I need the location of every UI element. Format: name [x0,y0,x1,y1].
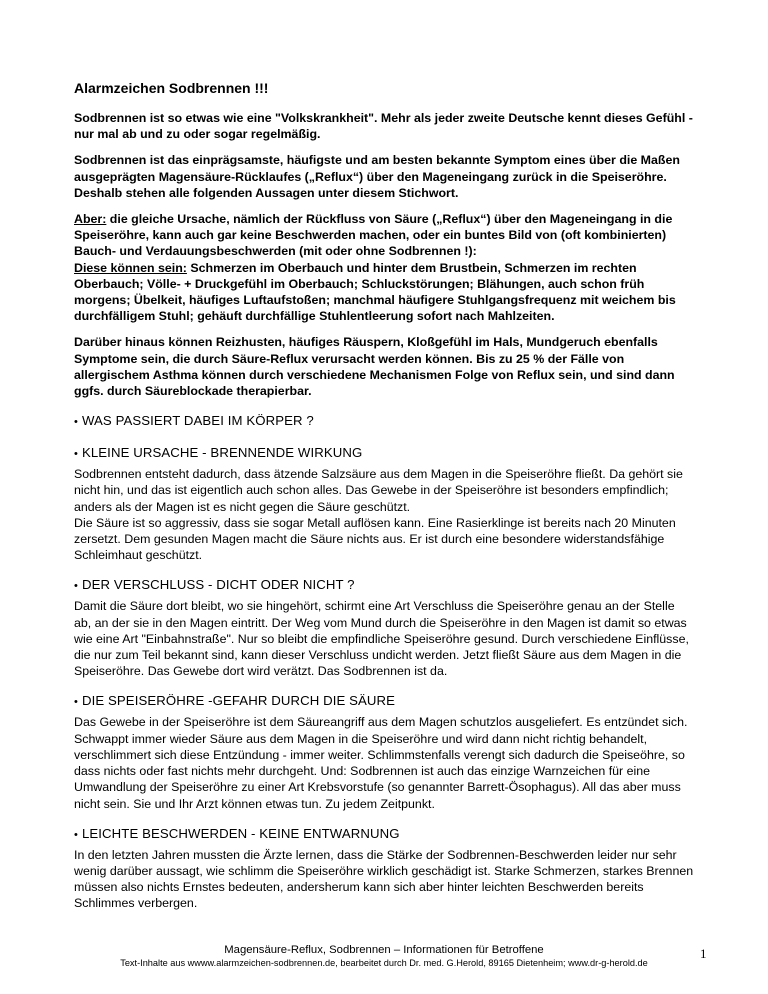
aber-label: Aber: [74,212,107,227]
intro-paragraph-3 [74,211,694,324]
bullet-icon: • [74,828,78,841]
intro-paragraph-2: Sodbrennen ist das einprägsamste, häufigste und am besten bekannte Symptom eines über die Maßen ausgeprägten Magensäure-Rücklaufes („Reflux“) über den Mageneingang zurück in die Speiseröhre. Deshalb stehen alle folgenden Aussagen unter diesem Stichwort. [74,153,680,200]
section-ursache [74,444,694,563]
bullet-icon: • [74,448,78,461]
section-heading: • DER VERSCHLUSS - DICHT ODER NICHT ? [74,577,355,593]
intro-paragraph-1: Sodbrennen ist so etwas wie eine "Volkskrankheit". Mehr als jeder zweite Deutsche kennt dieses Gefühl - nur mal ab und zu oder sogar regelmäßig. [74,111,693,142]
footer-title: Magensäure-Reflux, Sodbrennen – Informationen für Betroffene [224,944,544,956]
section-body: Sodbrennen entsteht dadurch, dass ätzende Salzsäure aus dem Magen in die Speiseröhre fließt. Da gehört sie nicht hin, und das ist eigentlich auch schon alles. Das Gewebe in der Speiseröhre ist besonders empfindlich; anders als der Magen ist es nicht gegen die Säure geschützt. [74,467,683,514]
section-body: Das Gewebe in der Speiseröhre ist dem Säureangriff aus dem Magen schutzlos ausgeliefert. Es entzündet sich. Schwappt immer wieder Säure aus dem Magen in die Speiseröhre und wird dann nicht richtig behandelt, verschlimmert sich diese Entzündung - immer weiter. Schlimmstenfalls verengt sich dadurch die Speiseöhre, so dass nichts oder fast nichts mehr durchgeht. Und: Sodbrennen ist auch das einzige Warnzeichen für eine Umwandlung der Speiseröhre zu einer Art Krebsvorstufe (so genannter Barrett-Ösophagus). All das aber muss nicht sein. Sie und Ihr Arzt können etwas tun. Zu jedem Zeitpunkt. [74,715,688,811]
section-body: Damit die Säure dort bleibt, wo sie hingehört, schirmt eine Art Verschluss die Speiseröhre genau an der Stelle ab, an der sie in den Magen eintritt. Der Weg vom Mund durch die Speiseröhre in den Magen ist damit so etwas wie eine Art "Einbahnstraße". Nur so bleibt die empfindliche Speiseröhre gesund. Durch verschiedene Einflüsse, die nur zum Teil bekannt sind, kann dieser Verschluss undicht werden. Jetzt fließt Säure aus dem Magen in die Speiseröhre. Das Gewebe dort wird verätzt. Das Sodbrennen ist da. [74,599,689,679]
footer-source: Text-Inhalte aus wwww.alarmzeichen-sodbrennen.de, bearbeitet durch Dr. med. G.Herold, 89165 Dietenheim; www.dr-g-herold.de [120,958,648,968]
document-title: Alarmzeichen Sodbrennen !!! [74,80,269,96]
section-speiseroehre [74,692,694,811]
bullet-icon: • [74,416,78,429]
page-footer [0,943,768,970]
intro-paragraph-4: Darüber hinaus können Reizhusten, häufiges Räuspern, Kloßgefühl im Hals, Mundgeruch ebenfalls Symptome sein, die durch Säure-Reflux verursacht werden können. Bis zu 25 % der Fälle von allergischem Asthma können durch verschiedene Mechanismen Folge von Reflux sein, und sind dann ggfs. durch Säureblockade therapierbar. [74,335,675,399]
page-number: 1 [700,946,707,961]
section-verschluss [74,576,694,679]
bullet-icon: • [74,580,78,593]
document-page [74,80,694,912]
section-heading: • DIE SPEISERÖHRE -GEFAHR DURCH DIE SÄURE [74,693,396,709]
section-heading: • WAS PASSIERT DABEI IM KÖRPER ? [74,413,314,429]
section-beschwerden [74,825,694,912]
section-koerper [74,412,694,431]
section-body: In den letzten Jahren mussten die Ärzte lernen, dass die Stärke der Sodbrennen-Beschwerden leider nur sehr wenig darüber aussagt, wie schlimm die Speiseröhre wirklich geschädigt ist. Starke Schmerzen, starkes Brennen müssen also nichts Ernstes bedeuten, andersherum kann sich aber hinter leichten Beschwerden bereits Schlimmes verbergen. [74,847,694,911]
aber-text: die gleiche Ursache, nämlich der Rückfluss von Säure („Reflux“) über den Mageneingang in die Speiseröhre, kann auch gar keine Beschwerden machen, oder ein buntes Bild von (oft kombinierten) Bauch- und Verdauungsbeschwerden (mit oder ohne Sodbrennen !): [74,212,673,259]
bullet-icon: • [74,696,78,709]
symptoms-text: Schmerzen im Oberbauch und hinter dem Brustbein, Schmerzen im rechten Oberbauch; Völle- + Druckgefühl im Oberbauch; Schluckstörungen; Blähungen, auch schon früh morgens; Übelkeit, häufiges Luftaufstoßen; manchmal häufigere Stuhlgangsfrequenz mit weichem bis durchfälligem Stuhl; gehäuft durchfällige Stuhlentleerung sofort nach Mahlzeiten. [74,260,676,324]
section-heading: • KLEINE URSACHE - BRENNENDE WIRKUNG [74,445,363,461]
symptoms-label: Diese können sein: [74,260,187,275]
section-body-2: Die Säure ist so aggressiv, dass sie sogar Metall auflösen kann. Eine Rasierklinge ist bereits nach 20 Minuten zersetzt. Dem gesunden Magen macht die Säure nichts aus. Er ist durch eine besondere widerstandsfähige Schleimhaut geschützt. [74,515,676,563]
intro-block [74,110,694,399]
section-heading: • LEICHTE BESCHWERDEN - KEINE ENTWARNUNG [74,825,400,841]
